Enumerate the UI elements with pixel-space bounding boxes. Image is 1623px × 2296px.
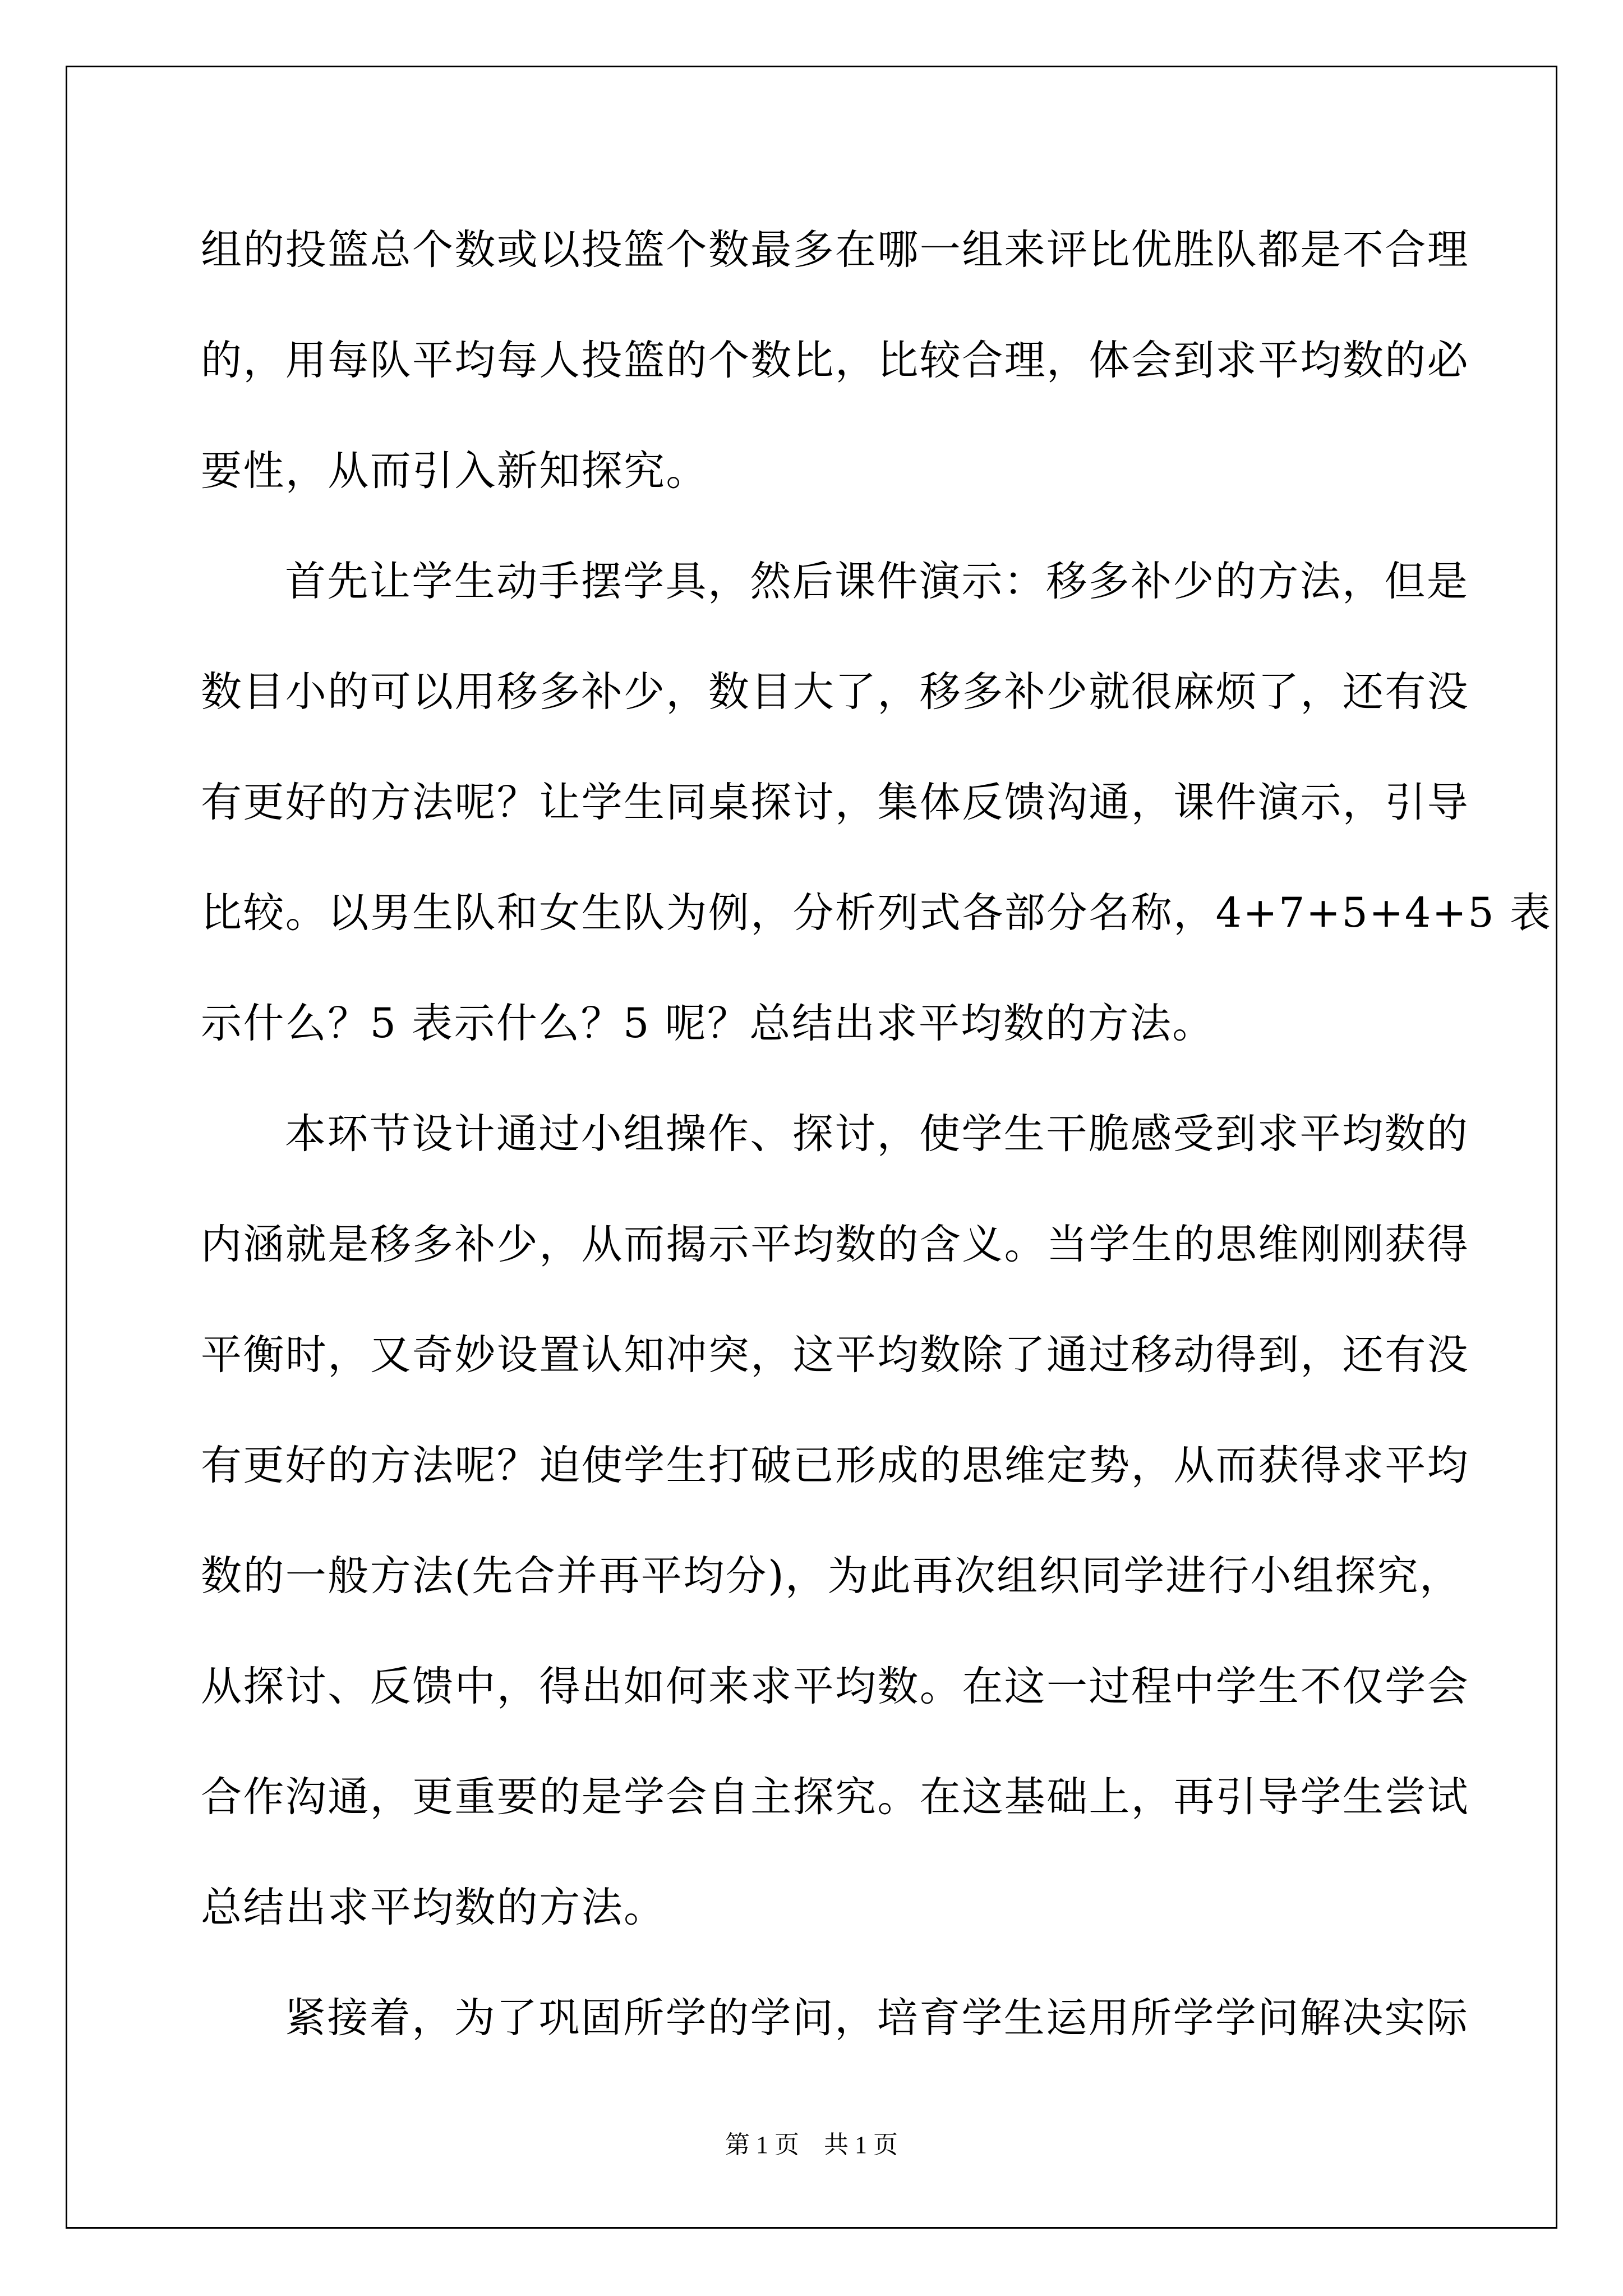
text-line: 比较。以男生队和女生队为例，分析列式各部分名称，4+7+5+4+5 表 <box>201 889 1552 937</box>
text-line: 示什么？5 表示什么？5 呢？总结出求平均数的方法。 <box>201 1000 1215 1047</box>
text-line: 总结出求平均数的方法。 <box>201 1884 666 1931</box>
paragraph-first-line: 紧接着，为了巩固所学的学问，培育学生运用所学学问解决实际 <box>285 1994 1469 2042</box>
text-line: 有更好的方法呢？让学生同桌探讨，集体反馈沟通，课件演示，引导 <box>201 779 1469 826</box>
text-line: 平衡时，又奇妙设置认知冲突，这平均数除了通过移动得到，还有没 <box>201 1331 1469 1379</box>
text-line: 数的一般方法(先合并再平均分)，为此再次组织同学进行小组探究， <box>201 1552 1462 1600</box>
page-number-footer: 第 1 页 共 1 页 <box>725 2131 898 2159</box>
text-line: 组的投篮总个数或以投篮个数最多在哪一组来评比优胜队都是不合理 <box>201 226 1469 274</box>
text-line: 从探讨、反馈中，得出如何来求平均数。在这一过程中学生不仅学会 <box>201 1663 1469 1710</box>
text-line: 内涵就是移多补少，从而揭示平均数的含义。当学生的思维刚刚获得 <box>201 1221 1469 1268</box>
paragraph-first-line: 本环节设计通过小组操作、探讨，使学生干脆感受到求平均数的 <box>285 1110 1469 1158</box>
text-line: 合作沟通，更重要的是学会自主探究。在这基础上，再引导学生尝试 <box>201 1773 1469 1821</box>
text-line: 有更好的方法呢？迫使学生打破已形成的思维定势，从而获得求平均 <box>201 1442 1469 1489</box>
document-body <box>201 222 1552 2100</box>
text-line: 要性，从而引入新知探究。 <box>201 447 708 495</box>
text-line: 的，用每队平均每人投篮的个数比，比较合理，体会到求平均数的必 <box>201 337 1469 384</box>
paragraph-first-line: 首先让学生动手摆学具，然后课件演示：移多补少的方法，但是 <box>285 558 1469 605</box>
text-line: 数目小的可以用移多补少，数目大了，移多补少就很麻烦了，还有没 <box>201 668 1469 716</box>
